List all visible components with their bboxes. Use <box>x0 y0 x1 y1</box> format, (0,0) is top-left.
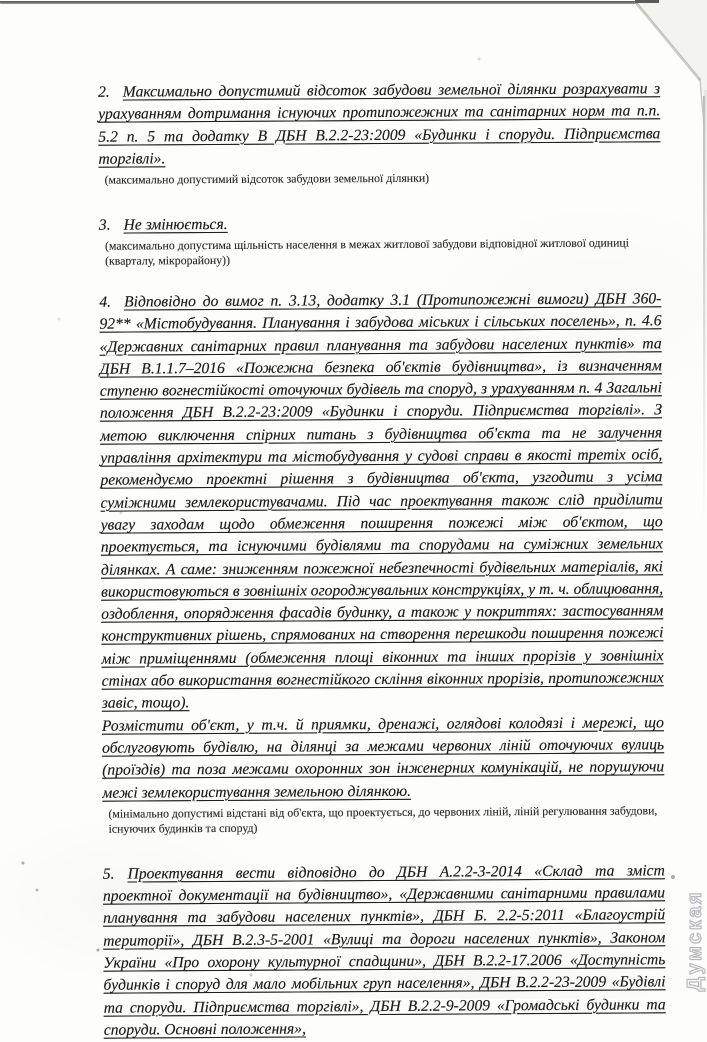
list-item-2 <box>98 78 661 171</box>
item-number: 2. <box>98 83 110 101</box>
item-text: Не змінюється. <box>123 215 228 234</box>
item-text: Проектування вести відповідно до ДБН А.2.2-3-2014 «Склад та зміст проектної документації на будівництво», «Державними санітарними правилами планування та забудови населених пунктів», ДБН Б. 2.2-5:2011 «Благоустрій території», ДБН В.2.3-5-2001 «Вулиці та дороги населених пунктів», Законом України «Про охорону культурної спадщини», ДБН В.2.2-17.2006 «Доступність будинків і споруд для мало мобільних груп населення», ДБН В.2.2-23-2009 «Будівлі та споруди. Підприємства торгівлі», ДБН В.2.2-9-2009 «Громадські будинки та споруди. Основні положення», <box>102 862 666 1039</box>
item-note: (максимально допустимий відсоток забудови земельної ділянки) <box>104 170 430 187</box>
page-right-edge <box>703 96 705 526</box>
scan-speckles <box>0 0 2 2</box>
item-text: Розмістити об'єкт, у т.ч. й приямки, дренажі, оглядові колодязі і мережі, що обслуговують будівлю, на ділянці за межами червоних ліній оточуючих вулиць (проїздів) та поза межами охоронних зон інженерних комунікацій, не порушуючи межі землекористування земельною ділянкою. <box>101 713 665 802</box>
list-item-4 <box>99 288 664 715</box>
item-text: Максимально допустимий відсоток забудови земельної ділянки розрахувати з урахуванням дотримання існуючих протипожежних та санітарних норм та п.п. 5.2 п. 5 та додатку В ДБН В.2.2-23:2009 «Будинки і споруди. Підприємства торгівлі». <box>98 80 661 168</box>
list-item-4-continuation <box>102 712 665 805</box>
list-item-3 <box>99 211 661 237</box>
item-number: 5. <box>102 865 115 883</box>
list-item-5 <box>103 860 666 1042</box>
item-text: Відповідно до вимог п. 3.13, додатку 3.1 (Протипожежні вимоги) ДБН 360-92** «Містобудування. Планування і забудова міських і сільських поселень», п. 4.6 «Державних санітарних правил планування та забудови населених пунктів» та ДБН В.1.1.7–2016 «Пожежна безпека об'єктів будівництва», із визначенням ступеню вогнестійкості оточуючих будівель та споруд, з урахуванням п. 4 Загальні положення ДБН В.2.2-23:2009 «Будинки і споруди. Підприємства торгівлі». З метою виключення спірних питань з будівництва об'єкта та не залучення управління архітектури та містобудування у судові справи в якості третіх осіб, рекомендуємо проектні рішення з будівництва об'єкта, узгодити з усіма суміжними землекористувачами. Під час проектування також слід приділити увагу заходам щодо обмеження поширення пожежі між об'єктом, що проектується, та існуючими будівлями та спорудами на суміжних земельних ділянках. А саме: зниженням пожежної небезпечності будівельних матеріалів, які використовуються в зовнішніх огороджувальних конструкціях, у т. ч. облицювання, оздоблення, опорядження фасадів будинку, а також у покриттях: застосуванням конструктивних рішень, спрямованих на створення перешкоди поширення пожежі між приміщеннями (обмеження площі віконних та інших прорізів у зовнішніх стінах або використання вогнестійкого скління віконних прорізів, протипожежних завіс, тощо). <box>99 290 664 713</box>
item-note: (максимально допустима щільність населення в межах житлової забудови відповідної житлової одиниці (кварталу, мікрорайону)) <box>104 235 630 269</box>
dumskaya-watermark: Думская <box>684 889 706 991</box>
item-number: 3. <box>98 216 111 234</box>
item-number: 4. <box>99 293 112 311</box>
document-body <box>98 78 666 1042</box>
scan-top-edge <box>0 1 636 4</box>
item-note: (мінімально допустимі відстані від об'єкта, що проектується, до червоних ліній, ліній регулювання забудови, існуючих будинків та споруд) <box>108 803 658 836</box>
